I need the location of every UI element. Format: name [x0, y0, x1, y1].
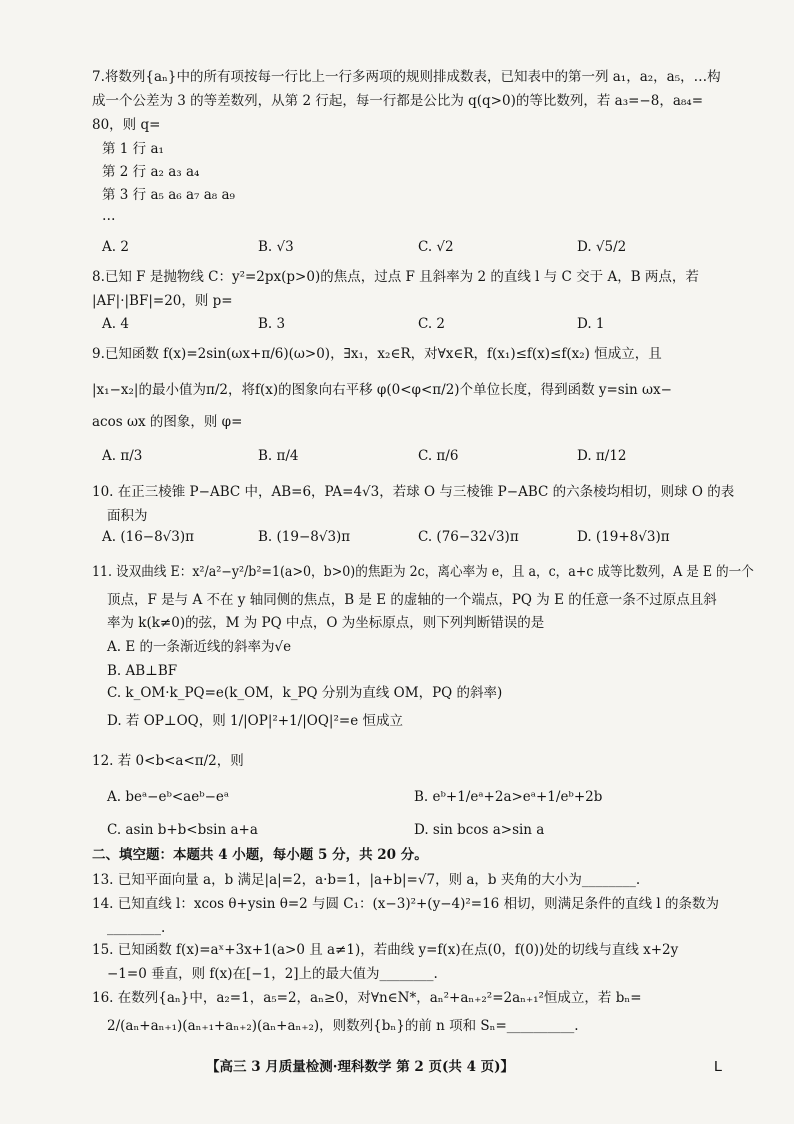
- q14-line-2: ________.: [107, 920, 166, 936]
- q7-table-row-2: 第 2 行 a₂ a₃ a₄: [102, 164, 200, 180]
- corner-mark: L: [714, 1058, 723, 1075]
- q12-option-b: B. eᵇ+1/eᵃ+2a>eᵃ+1/eᵇ+2b: [414, 789, 603, 805]
- q11-line-2: 顶点，F 是与 A 不在 y 轴同侧的焦点，B 是 E 的虚轴的一个端点，PQ 为 E 的任意一条不过原点且斜: [107, 592, 717, 608]
- q8-line-2: |AF|·|BF|=20，则 p=: [92, 293, 233, 309]
- q14-line-1: 14. 已知直线 l：xcos θ+ysin θ=2 与圆 C₁：(x−3)²+(y−4)²=16 相切，则满足条件的直线 l 的条数为: [92, 896, 719, 912]
- q8-option-a: A. 4: [102, 316, 129, 332]
- q13-line-1: 13. 已知平面向量 a，b 满足|a|=2，a·b=1，|a+b|=√7，则 a，b 夹角的大小为________.: [92, 872, 641, 888]
- q7-option-d: D. √5/2: [577, 239, 627, 255]
- q10-option-c: C. (76−32√3)π: [418, 529, 519, 545]
- q11-option-d: D. 若 OP⊥OQ，则 1/|OP|²+1/|OQ|²=e 恒成立: [107, 713, 403, 729]
- q10-option-a: A. (16−8√3)π: [102, 529, 195, 545]
- q9-option-c: C. π/6: [418, 448, 459, 464]
- q11-option-a: A. E 的一条渐近线的斜率为√e: [107, 639, 292, 655]
- q11-line-1: 11. 设双曲线 E：x²/a²−y²/b²=1(a>0，b>0)的焦距为 2c，离心率为 e，且 a，c，a+c 成等比数列，A 是 E 的一个: [92, 564, 754, 580]
- q9-option-a: A. π/3: [102, 448, 143, 464]
- q7-option-a: A. 2: [102, 239, 129, 255]
- q11-line-3: 率为 k(k≠0)的弦，M 为 PQ 中点，O 为坐标原点，则下列判断错误的是: [107, 615, 545, 631]
- q10-line-2: 面积为: [107, 508, 148, 524]
- q8-option-b: B. 3: [258, 316, 286, 332]
- q9-option-b: B. π/4: [258, 448, 299, 464]
- q11-option-c: C. k_OM·k_PQ=e(k_OM，k_PQ 分别为直线 OM，PQ 的斜率): [107, 685, 503, 701]
- q8-line-1: 8.已知 F 是抛物线 C：y²=2px(p>0)的焦点，过点 F 且斜率为 2 的直线 l 与 C 交于 A，B 两点，若: [92, 269, 699, 285]
- q8-option-c: C. 2: [418, 316, 446, 332]
- q16-line-2: 2/(aₙ+aₙ₊₁)(aₙ₊₁+aₙ₊₂)(aₙ+aₙ₊₂)，则数列{bₙ}的前 n 项和 Sₙ=__________.: [107, 1018, 579, 1034]
- q9-line-1: 9.已知函数 f(x)=2sin(ωx+π/6)(ω>0)，∃x₁，x₂∈R，对∀x∈R，f(x₁)≤f(x)≤f(x₂) 恒成立，且: [92, 346, 662, 362]
- q8-option-d: D. 1: [577, 316, 605, 332]
- q10-option-d: D. (19+8√3)π: [577, 529, 670, 545]
- q15-line-1: 15. 已知函数 f(x)=aˣ+3x+1(a>0 且 a≠1)，若曲线 y=f(x)在点(0，f(0))处的切线与直线 x+2y: [92, 942, 679, 958]
- q7-line-3: 80，则 q=: [92, 117, 161, 133]
- q10-line-1: 10. 在正三棱锥 P−ABC 中，AB=6，PA=4√3，若球 O 与三棱锥 P−ABC 的六条棱均相切，则球 O 的表: [92, 484, 735, 500]
- q15-line-2: −1=0 垂直，则 f(x)在[−1，2]上的最大值为________.: [107, 966, 438, 982]
- q12-option-a: A. beᵃ−eᵇ<aeᵇ−eᵃ: [107, 789, 230, 805]
- section-2-heading: 二、填空题：本题共 4 小题，每小题 5 分，共 20 分。: [92, 847, 428, 863]
- q7-table-row-1: 第 1 行 a₁: [102, 141, 164, 157]
- page-footer: 【高三 3 月质量检测·理科数学 第 2 页(共 4 页)】: [206, 1059, 515, 1075]
- q7-line-2: 成一个公差为 3 的等差数列，从第 2 行起，每一行都是公比为 q(q>0)的等比数列，若 a₃=−8，a₈₄=: [92, 93, 703, 109]
- q7-option-b: B. √3: [258, 239, 294, 255]
- q11-option-b: B. AB⊥BF: [107, 663, 178, 679]
- q12-option-d: D. sin bcos a>sin a: [414, 822, 545, 838]
- q7-table-row-3: 第 3 行 a₅ a₆ a₇ a₈ a₉: [102, 187, 235, 203]
- q9-option-d: D. π/12: [577, 448, 627, 464]
- q9-line-3: acos ωx 的图象，则 φ=: [92, 414, 243, 430]
- q7-option-c: C. √2: [418, 239, 454, 255]
- q7-table-ellipsis: …: [102, 208, 116, 224]
- q10-option-b: B. (19−8√3)π: [258, 529, 351, 545]
- q7-line-1: 7.将数列{aₙ}中的所有项按每一行比上一行多两项的规则排成数表，已知表中的第一列 a₁，a₂，a₅，…构: [92, 69, 721, 85]
- q12-option-c: C. asin b+b<bsin a+a: [107, 822, 258, 838]
- q12-line-1: 12. 若 0<b<a<π/2，则: [92, 753, 244, 769]
- q9-line-2: |x₁−x₂|的最小值为π/2，将f(x)的图象向右平移 φ(0<φ<π/2)个单位长度，得到函数 y=sin ωx−: [92, 382, 672, 398]
- q16-line-1: 16. 在数列{aₙ}中，a₂=1，a₅=2，aₙ≥0，对∀n∈N*，aₙ²+aₙ₊₂²=2aₙ₊₁²恒成立，若 bₙ=: [92, 990, 642, 1006]
